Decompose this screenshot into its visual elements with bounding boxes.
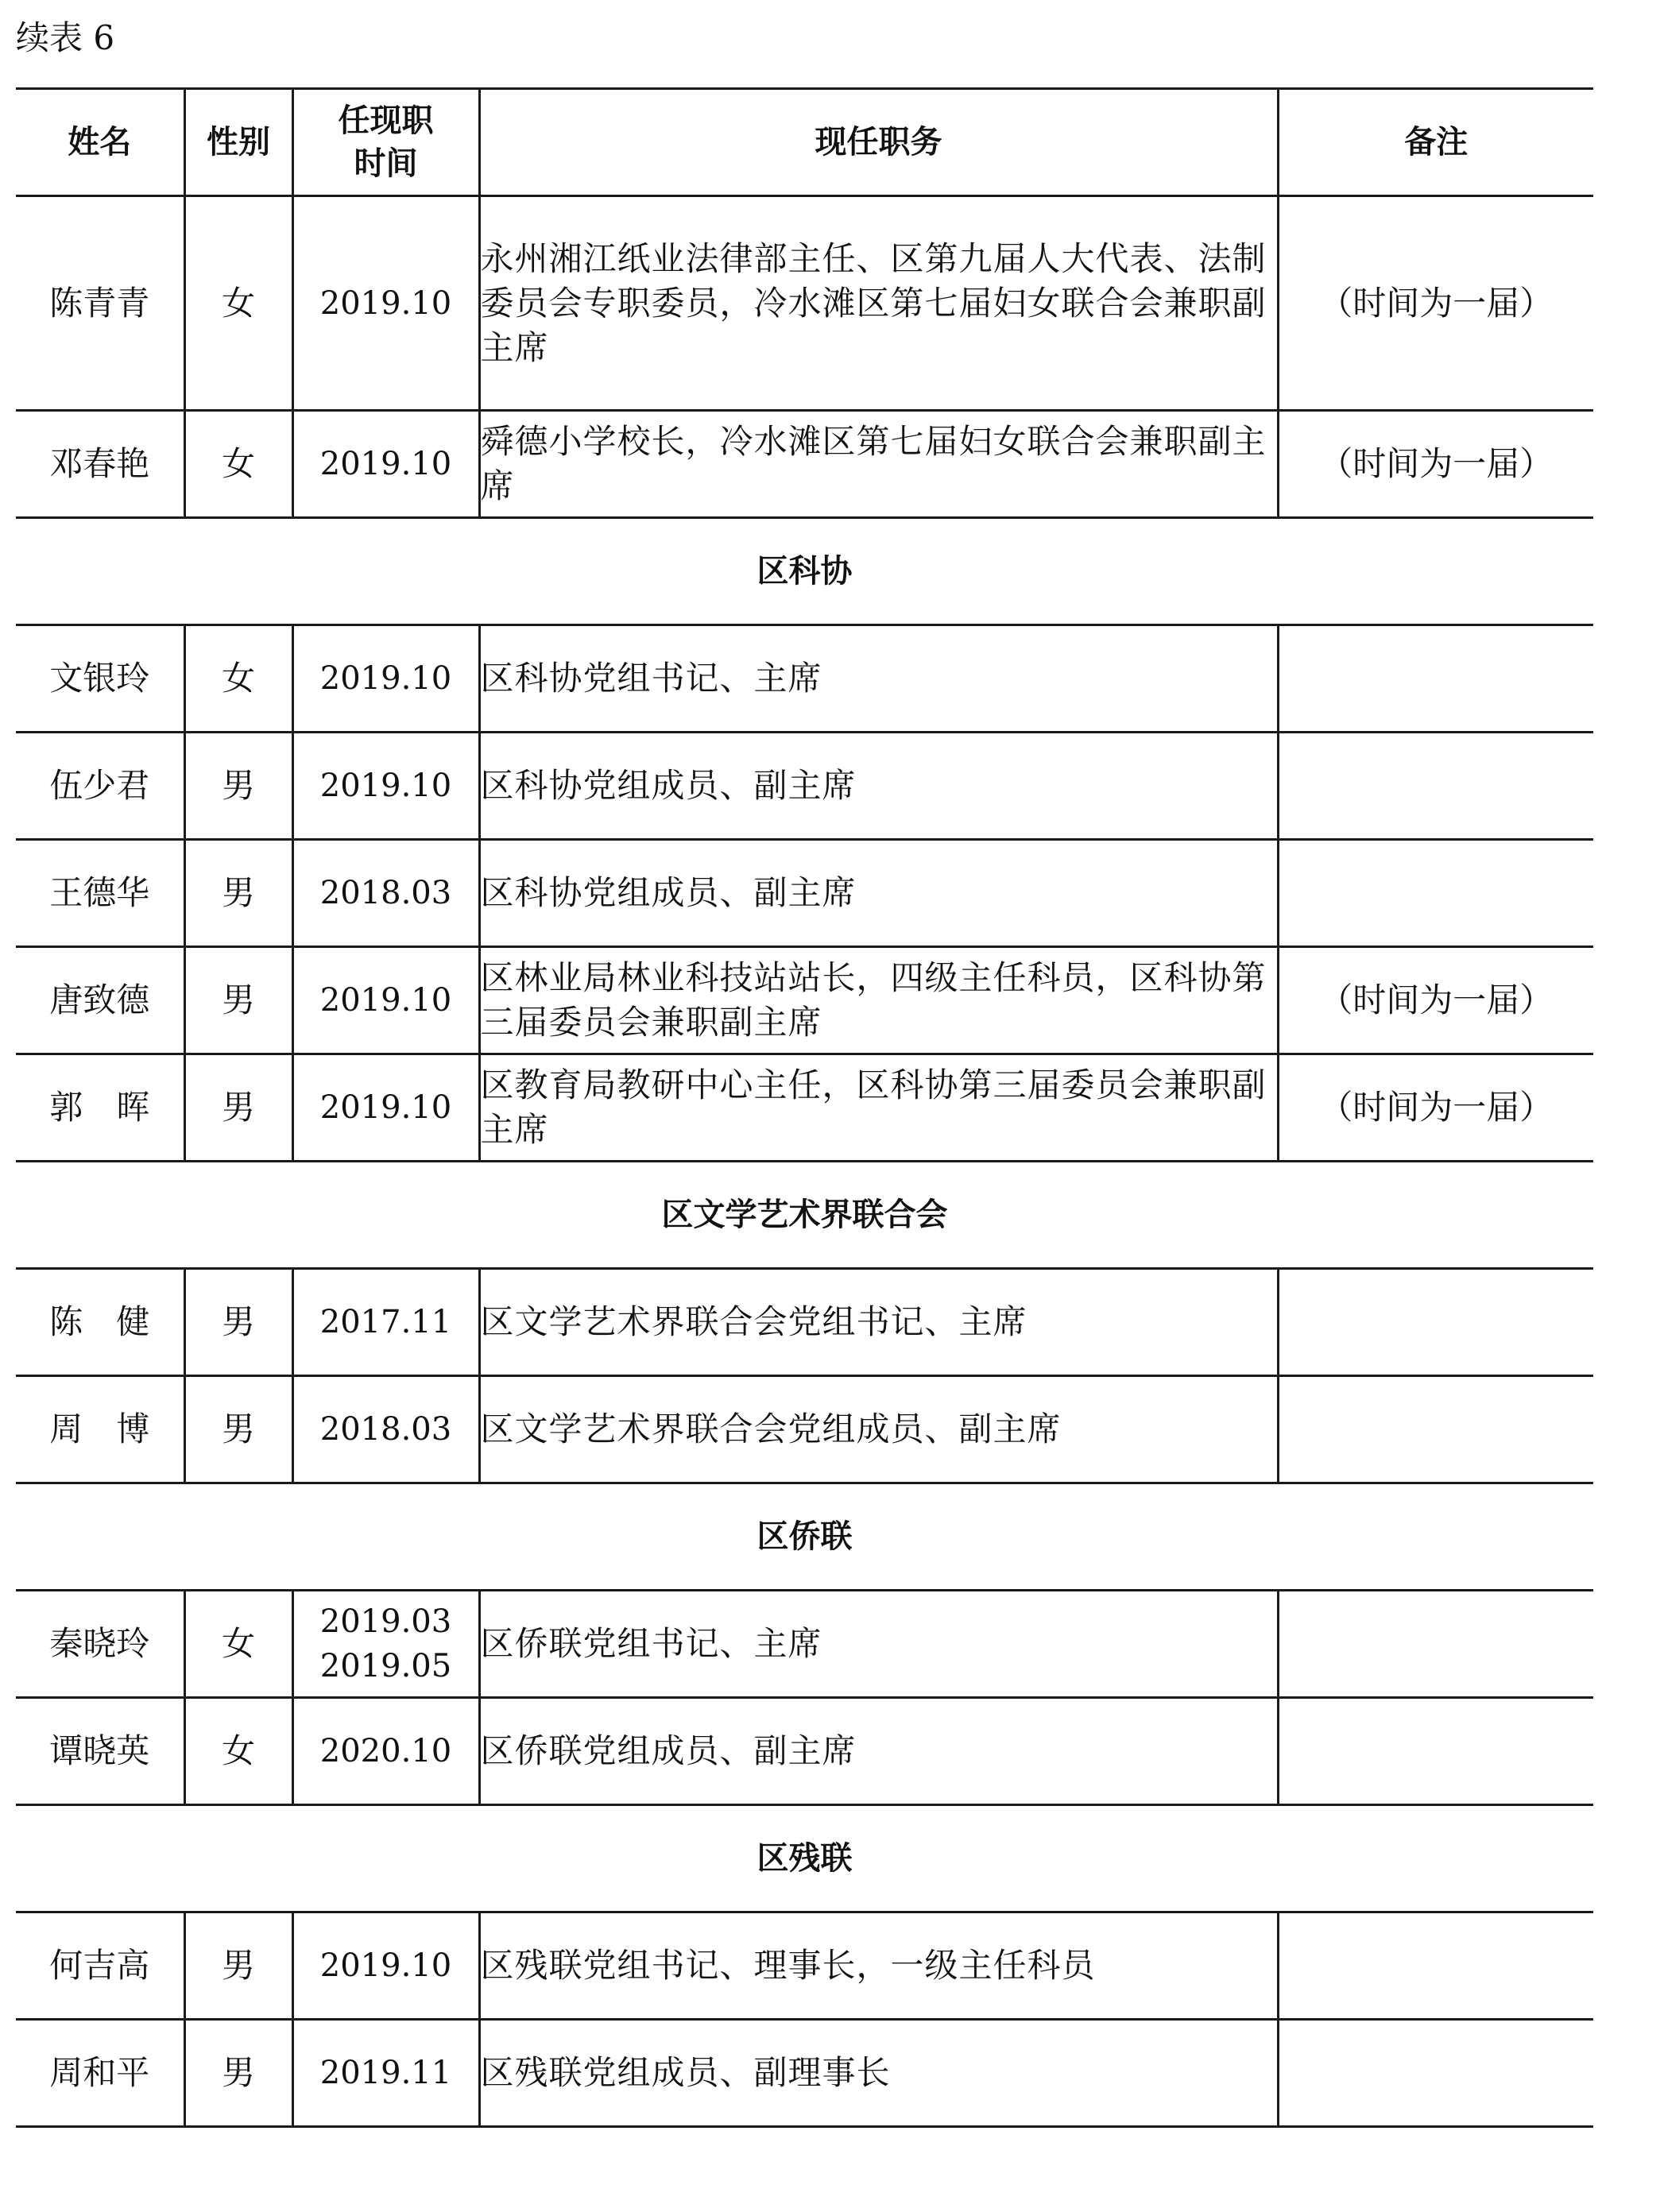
name-cell: 谭晓英 <box>16 1698 184 1805</box>
gender-cell: 男 <box>184 1269 292 1376</box>
gender-cell: 男 <box>184 733 292 840</box>
gender-cell: 女 <box>184 411 292 518</box>
gender-cell: 女 <box>184 1698 292 1805</box>
name-cell: 唐致德 <box>16 947 184 1054</box>
duty-cell: 区科协党组成员、副主席 <box>479 733 1278 840</box>
note-cell <box>1278 1376 1593 1483</box>
note-cell: （时间为一届） <box>1278 196 1593 411</box>
duty-cell: 区林业局林业科技站站长，四级主任科员，区科协第三届委员会兼职副主席 <box>479 947 1278 1054</box>
name-cell: 陈青青 <box>16 196 184 411</box>
section-title: 区残联 <box>16 1805 1593 1912</box>
table-row <box>16 1912 1593 2020</box>
date-cell: 2017.11 <box>292 1269 479 1376</box>
duty-cell: 区文学艺术界联合会党组书记、主席 <box>479 1269 1278 1376</box>
header-gender: 性别 <box>184 89 292 196</box>
name-cell: 陈 健 <box>16 1269 184 1376</box>
header-name: 姓名 <box>16 89 184 196</box>
note-cell <box>1278 840 1593 947</box>
duty-cell: 区侨联党组成员、副主席 <box>479 1698 1278 1805</box>
note-cell: （时间为一届） <box>1278 411 1593 518</box>
note-cell: （时间为一届） <box>1278 947 1593 1054</box>
header-note: 备注 <box>1278 89 1593 196</box>
date-cell: 2018.03 <box>292 1376 479 1483</box>
header-row <box>16 89 1593 196</box>
gender-cell: 女 <box>184 196 292 411</box>
gender-cell: 男 <box>184 1054 292 1162</box>
gender-cell: 男 <box>184 2020 292 2127</box>
table-caption: 续表 6 <box>16 18 115 57</box>
date-cell: 2019.03 2019.05 <box>292 1591 479 1698</box>
duty-cell: 永州湘江纸业法律部主任、区第九届人大代表、法制委员会专职委员，冷水滩区第七届妇女联合会兼职副主席 <box>479 196 1278 411</box>
note-cell <box>1278 625 1593 733</box>
date-cell: 2020.10 <box>292 1698 479 1805</box>
table-row <box>16 1054 1593 1162</box>
note-cell <box>1278 1698 1593 1805</box>
note-cell <box>1278 1591 1593 1698</box>
duty-cell: 区科协党组成员、副主席 <box>479 840 1278 947</box>
name-cell: 王德华 <box>16 840 184 947</box>
note-cell <box>1278 1912 1593 2020</box>
table-row <box>16 1591 1593 1698</box>
header-date: 任现职 时间 <box>292 89 479 196</box>
section-header-row <box>16 1805 1593 1912</box>
table-row <box>16 733 1593 840</box>
section-title: 区侨联 <box>16 1483 1593 1591</box>
name-cell: 文银玲 <box>16 625 184 733</box>
duty-cell: 区教育局教研中心主任，区科协第三届委员会兼职副主席 <box>479 1054 1278 1162</box>
table-row <box>16 2020 1593 2127</box>
name-cell: 何吉高 <box>16 1912 184 2020</box>
duty-cell: 区残联党组成员、副理事长 <box>479 2020 1278 2127</box>
name-cell: 周 博 <box>16 1376 184 1483</box>
date-cell: 2019.11 <box>292 2020 479 2127</box>
date-cell: 2019.10 <box>292 1912 479 2020</box>
duty-cell: 区侨联党组书记、主席 <box>479 1591 1278 1698</box>
date-cell: 2019.10 <box>292 196 479 411</box>
note-cell <box>1278 733 1593 840</box>
table-row <box>16 625 1593 733</box>
note-cell <box>1278 1269 1593 1376</box>
duty-cell: 舜德小学校长，冷水滩区第七届妇女联合会兼职副主席 <box>479 411 1278 518</box>
date-cell: 2019.10 <box>292 733 479 840</box>
date-cell: 2019.10 <box>292 411 479 518</box>
name-cell: 郭 晖 <box>16 1054 184 1162</box>
section-header-row <box>16 1162 1593 1269</box>
name-cell: 秦晓玲 <box>16 1591 184 1698</box>
table-row <box>16 1269 1593 1376</box>
header-duty: 现任职务 <box>479 89 1278 196</box>
gender-cell: 男 <box>184 840 292 947</box>
date-cell: 2018.03 <box>292 840 479 947</box>
name-cell: 邓春艳 <box>16 411 184 518</box>
note-cell <box>1278 2020 1593 2127</box>
section-header-row <box>16 1483 1593 1591</box>
duty-cell: 区科协党组书记、主席 <box>479 625 1278 733</box>
note-cell: （时间为一届） <box>1278 1054 1593 1162</box>
table-row <box>16 411 1593 518</box>
table-row <box>16 1698 1593 1805</box>
duty-cell: 区文学艺术界联合会党组成员、副主席 <box>479 1376 1278 1483</box>
gender-cell: 男 <box>184 1912 292 2020</box>
personnel-table <box>16 87 1593 2128</box>
date-cell: 2019.10 <box>292 1054 479 1162</box>
duty-cell: 区残联党组书记、理事长，一级主任科员 <box>479 1912 1278 2020</box>
gender-cell: 男 <box>184 1376 292 1483</box>
section-title: 区文学艺术界联合会 <box>16 1162 1593 1269</box>
table-row <box>16 1376 1593 1483</box>
gender-cell: 女 <box>184 1591 292 1698</box>
name-cell: 伍少君 <box>16 733 184 840</box>
section-title: 区科协 <box>16 518 1593 625</box>
name-cell: 周和平 <box>16 2020 184 2127</box>
section-header-row <box>16 518 1593 625</box>
table-row <box>16 947 1593 1054</box>
table-row <box>16 196 1593 411</box>
date-cell: 2019.10 <box>292 947 479 1054</box>
gender-cell: 女 <box>184 625 292 733</box>
table-row <box>16 840 1593 947</box>
gender-cell: 男 <box>184 947 292 1054</box>
date-cell: 2019.10 <box>292 625 479 733</box>
